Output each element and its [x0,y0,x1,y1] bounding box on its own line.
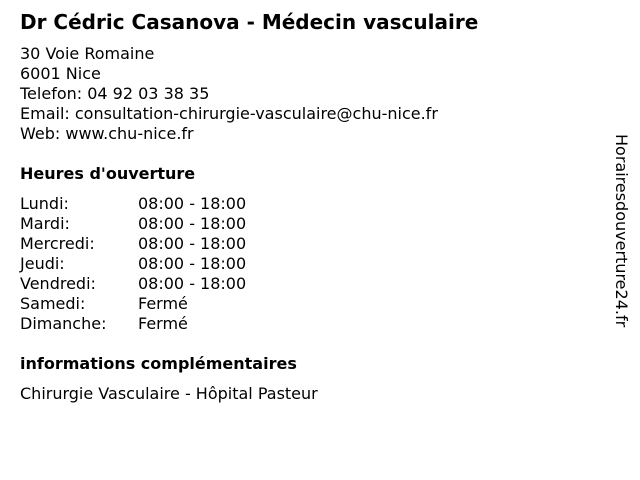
hours-row-tuesday [20,214,246,234]
site-watermark: Horairesdouverture24.fr [612,134,631,328]
phone-line: Telefon: 04 92 03 38 35 [20,84,210,103]
day-label: Mardi: [20,214,70,233]
hours-row-monday [20,194,246,214]
hours-row-friday [20,274,246,294]
email-line: Email: consultation-chirurgie-vasculaire@chu-nice.fr [20,104,438,123]
info-text: Chirurgie Vasculaire - Hôpital Pasteur [20,384,318,403]
time-value: 08:00 - 18:00 [138,214,247,233]
day-label: Jeudi: [20,254,65,273]
day-label: Vendredi: [20,274,96,293]
time-value: 08:00 - 18:00 [138,254,247,273]
web-line: Web: www.chu-nice.fr [20,124,194,143]
hours-heading: Heures d'ouverture [20,164,196,183]
hours-row-wednesday [20,234,246,254]
hours-table [20,194,246,334]
day-label: Samedi: [20,294,86,313]
time-value: 08:00 - 18:00 [138,234,247,253]
info-heading: informations complémentaires [20,354,297,373]
hours-row-thursday [20,254,246,274]
address-line: 30 Voie Romaine [20,44,155,63]
time-value: 08:00 - 18:00 [138,274,247,293]
hours-row-saturday [20,294,246,314]
page-title: Dr Cédric Casanova - Médecin vasculaire [20,10,479,34]
time-value: Fermé [138,314,188,333]
hours-row-sunday [20,314,246,334]
day-label: Mercredi: [20,234,95,253]
city-line: 6001 Nice [20,64,101,83]
day-label: Dimanche: [20,314,107,333]
day-label: Lundi: [20,194,69,213]
contact-block [20,44,438,144]
time-value: Fermé [138,294,188,313]
time-value: 08:00 - 18:00 [138,194,247,213]
